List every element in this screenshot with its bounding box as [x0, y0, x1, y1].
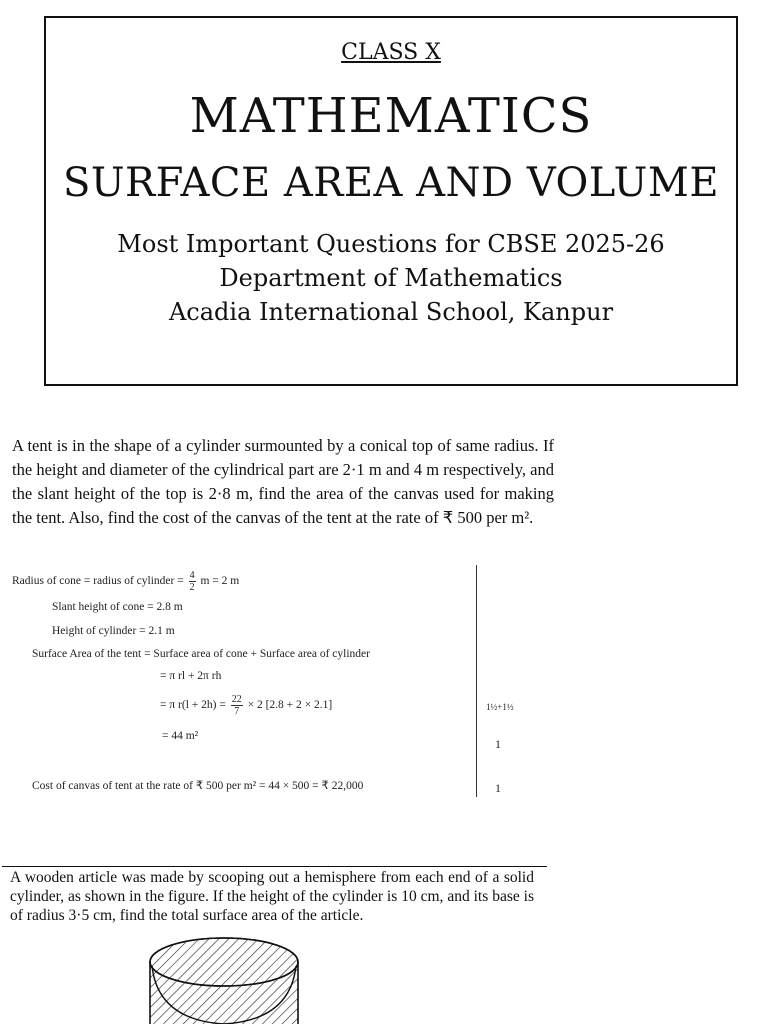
- marks-value: 1: [495, 781, 501, 795]
- marks-column-divider: [476, 565, 477, 797]
- subject-title: MATHEMATICS: [189, 88, 593, 144]
- fraction-numerator: 4: [189, 570, 195, 581]
- tagline-cbse: Most Important Questions for CBSE 2025-26: [117, 230, 665, 258]
- chapter-title: SURFACE AREA AND VOLUME: [62, 160, 720, 206]
- question-1-text: A tent is in the shape of a cylinder surmounted by a conical top of same radius. If the height and diameter of the cylindrical part are 2·1 m and 4 m respectively, and the slant height of the top is 2·8 m, find the area of the canvas used for making the tent. Also, find the cost of the canvas of the tent at the rate of ₹ 500 per m².: [12, 436, 554, 527]
- tagline-department: Department of Mathematics: [219, 264, 563, 292]
- question-2-text: A wooden article was made by scooping out a hemisphere from each end of a solid cylinder, as shown in the figure. If the height of the cylinder is 10 cm, and its base is of radius 3·5 cm, find the total surface area of the article.: [10, 869, 534, 924]
- solution-step-3: = 44 m²: [162, 730, 199, 742]
- class-label: CLASS X: [341, 40, 441, 65]
- fraction-denominator: 2: [189, 582, 195, 593]
- tagline-school: Acadia International School, Kanpur: [168, 298, 614, 326]
- solution-radius-suffix: m = 2 m: [200, 575, 240, 588]
- title-box: [44, 16, 738, 386]
- solution-cylinder-height: Height of cylinder = 2.1 m: [52, 625, 175, 637]
- solution-step-2-suffix: × 2 [2.8 + 2 × 2.1]: [247, 699, 333, 712]
- solution-slant-height: Slant height of cone = 2.8 m: [52, 601, 183, 613]
- question-2-rule: [2, 866, 547, 867]
- solution-surface-area: Surface Area of the tent = Surface area of cone + Surface area of cylinder: [32, 648, 370, 660]
- marks-value: 1½+1½: [486, 702, 514, 712]
- marks-value: 1: [495, 737, 501, 751]
- solution-step-2-prefix: = π r(l + 2h) =: [160, 699, 226, 712]
- solution-step-1: = π rl + 2π rh: [160, 670, 222, 682]
- fraction-numerator: 22: [231, 694, 242, 705]
- fraction-22-over-7: [231, 694, 243, 717]
- solution-step-2: [160, 694, 332, 717]
- solution-cost: Cost of canvas of tent at the rate of ₹ 500 per m² = 44 × 500 = ₹ 22,000: [32, 780, 364, 792]
- solution-radius-prefix: Radius of cone = radius of cylinder =: [12, 575, 184, 588]
- hatched-cylinder-figure: [146, 932, 306, 1024]
- solution-radius: [12, 570, 239, 593]
- fraction-4-over-2: [189, 570, 196, 593]
- fraction-denominator: 7: [234, 706, 240, 717]
